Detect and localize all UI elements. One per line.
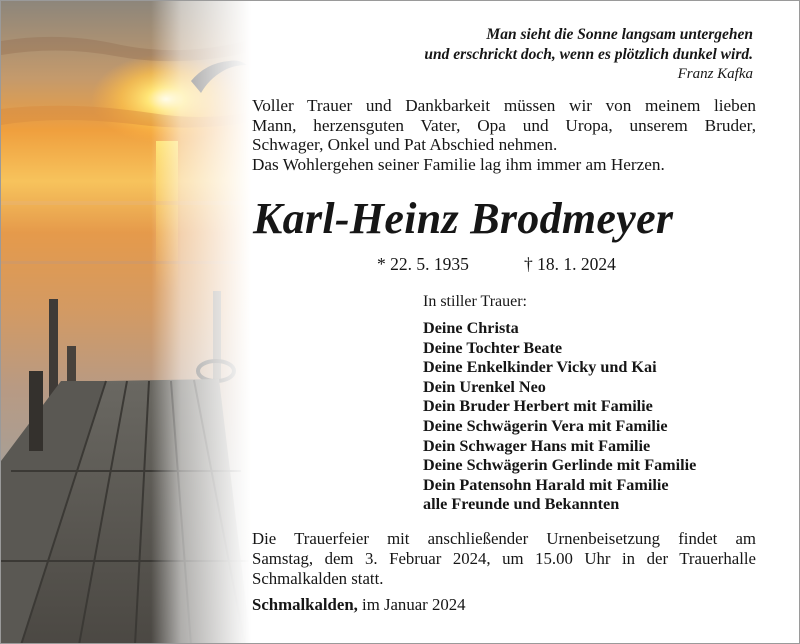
intro-line: Das Wohlergehen seiner Familie lag ihm immer am Herzen. [252,154,665,174]
death-date: † 18. 1. 2024 [524,254,616,274]
funeral-details [252,529,756,588]
quote-line: Man sieht die Sonne langsam untergehen [486,26,753,43]
mourner-name: alle Freunde und Bekannten [423,495,620,514]
mourner-name: Dein Patensohn Harald mit Familie [423,475,669,494]
intro-line: Schwager, Onkel und Pat Abschied nehmen. [252,135,558,155]
mourners-intro: In stiller Trauer: [423,293,527,310]
closing-date: im Januar 2024 [362,595,466,614]
funeral-line: Schmalkalden statt. [252,568,384,588]
mourners-list [423,292,783,515]
closing-place: Schmalkalden, [252,595,358,614]
kafka-quote [424,25,753,84]
mourner-name: Dein Schwager Hans mit Familie [423,436,651,455]
life-dates [1,254,800,276]
funeral-line: Die Trauerfeier mit anschließender Urnenbeisetzung findet am [252,529,756,548]
intro-line: Mann, herzensguten Vater, Opa und Uropa, unserem Bruder, [252,115,756,135]
mourner-name: Deine Schwägerin Vera mit Familie [423,416,668,435]
mourner-name: Deine Schwägerin Gerlinde mit Familie [423,456,697,475]
funeral-line: Samstag, dem 3. Februar 2024, um 15.00 Uhr in der Trauerhalle [252,548,756,568]
birth-date: * 22. 5. 1935 [377,254,469,274]
mourner-name: Deine Christa [423,319,519,337]
mourner-name: Deine Enkelkinder Vicky und Kai [423,358,657,377]
quote-author: Franz Kafka [677,66,753,82]
quote-line: und erschrickt doch, wenn es plötzlich dunkel wird. [424,45,753,63]
mourner-name: Deine Tochter Beate [423,338,563,357]
mourner-name: Dein Urenkel Neo [423,377,546,396]
intro-line: Voller Trauer und Dankbarkeit müssen wir von meinem lieben [252,96,756,115]
closing-line [252,595,466,615]
deceased-name: Karl-Heinz Brodmeyer [253,194,674,243]
mourner-name: Dein Bruder Herbert mit Familie [423,397,653,416]
intro-text [252,96,756,174]
